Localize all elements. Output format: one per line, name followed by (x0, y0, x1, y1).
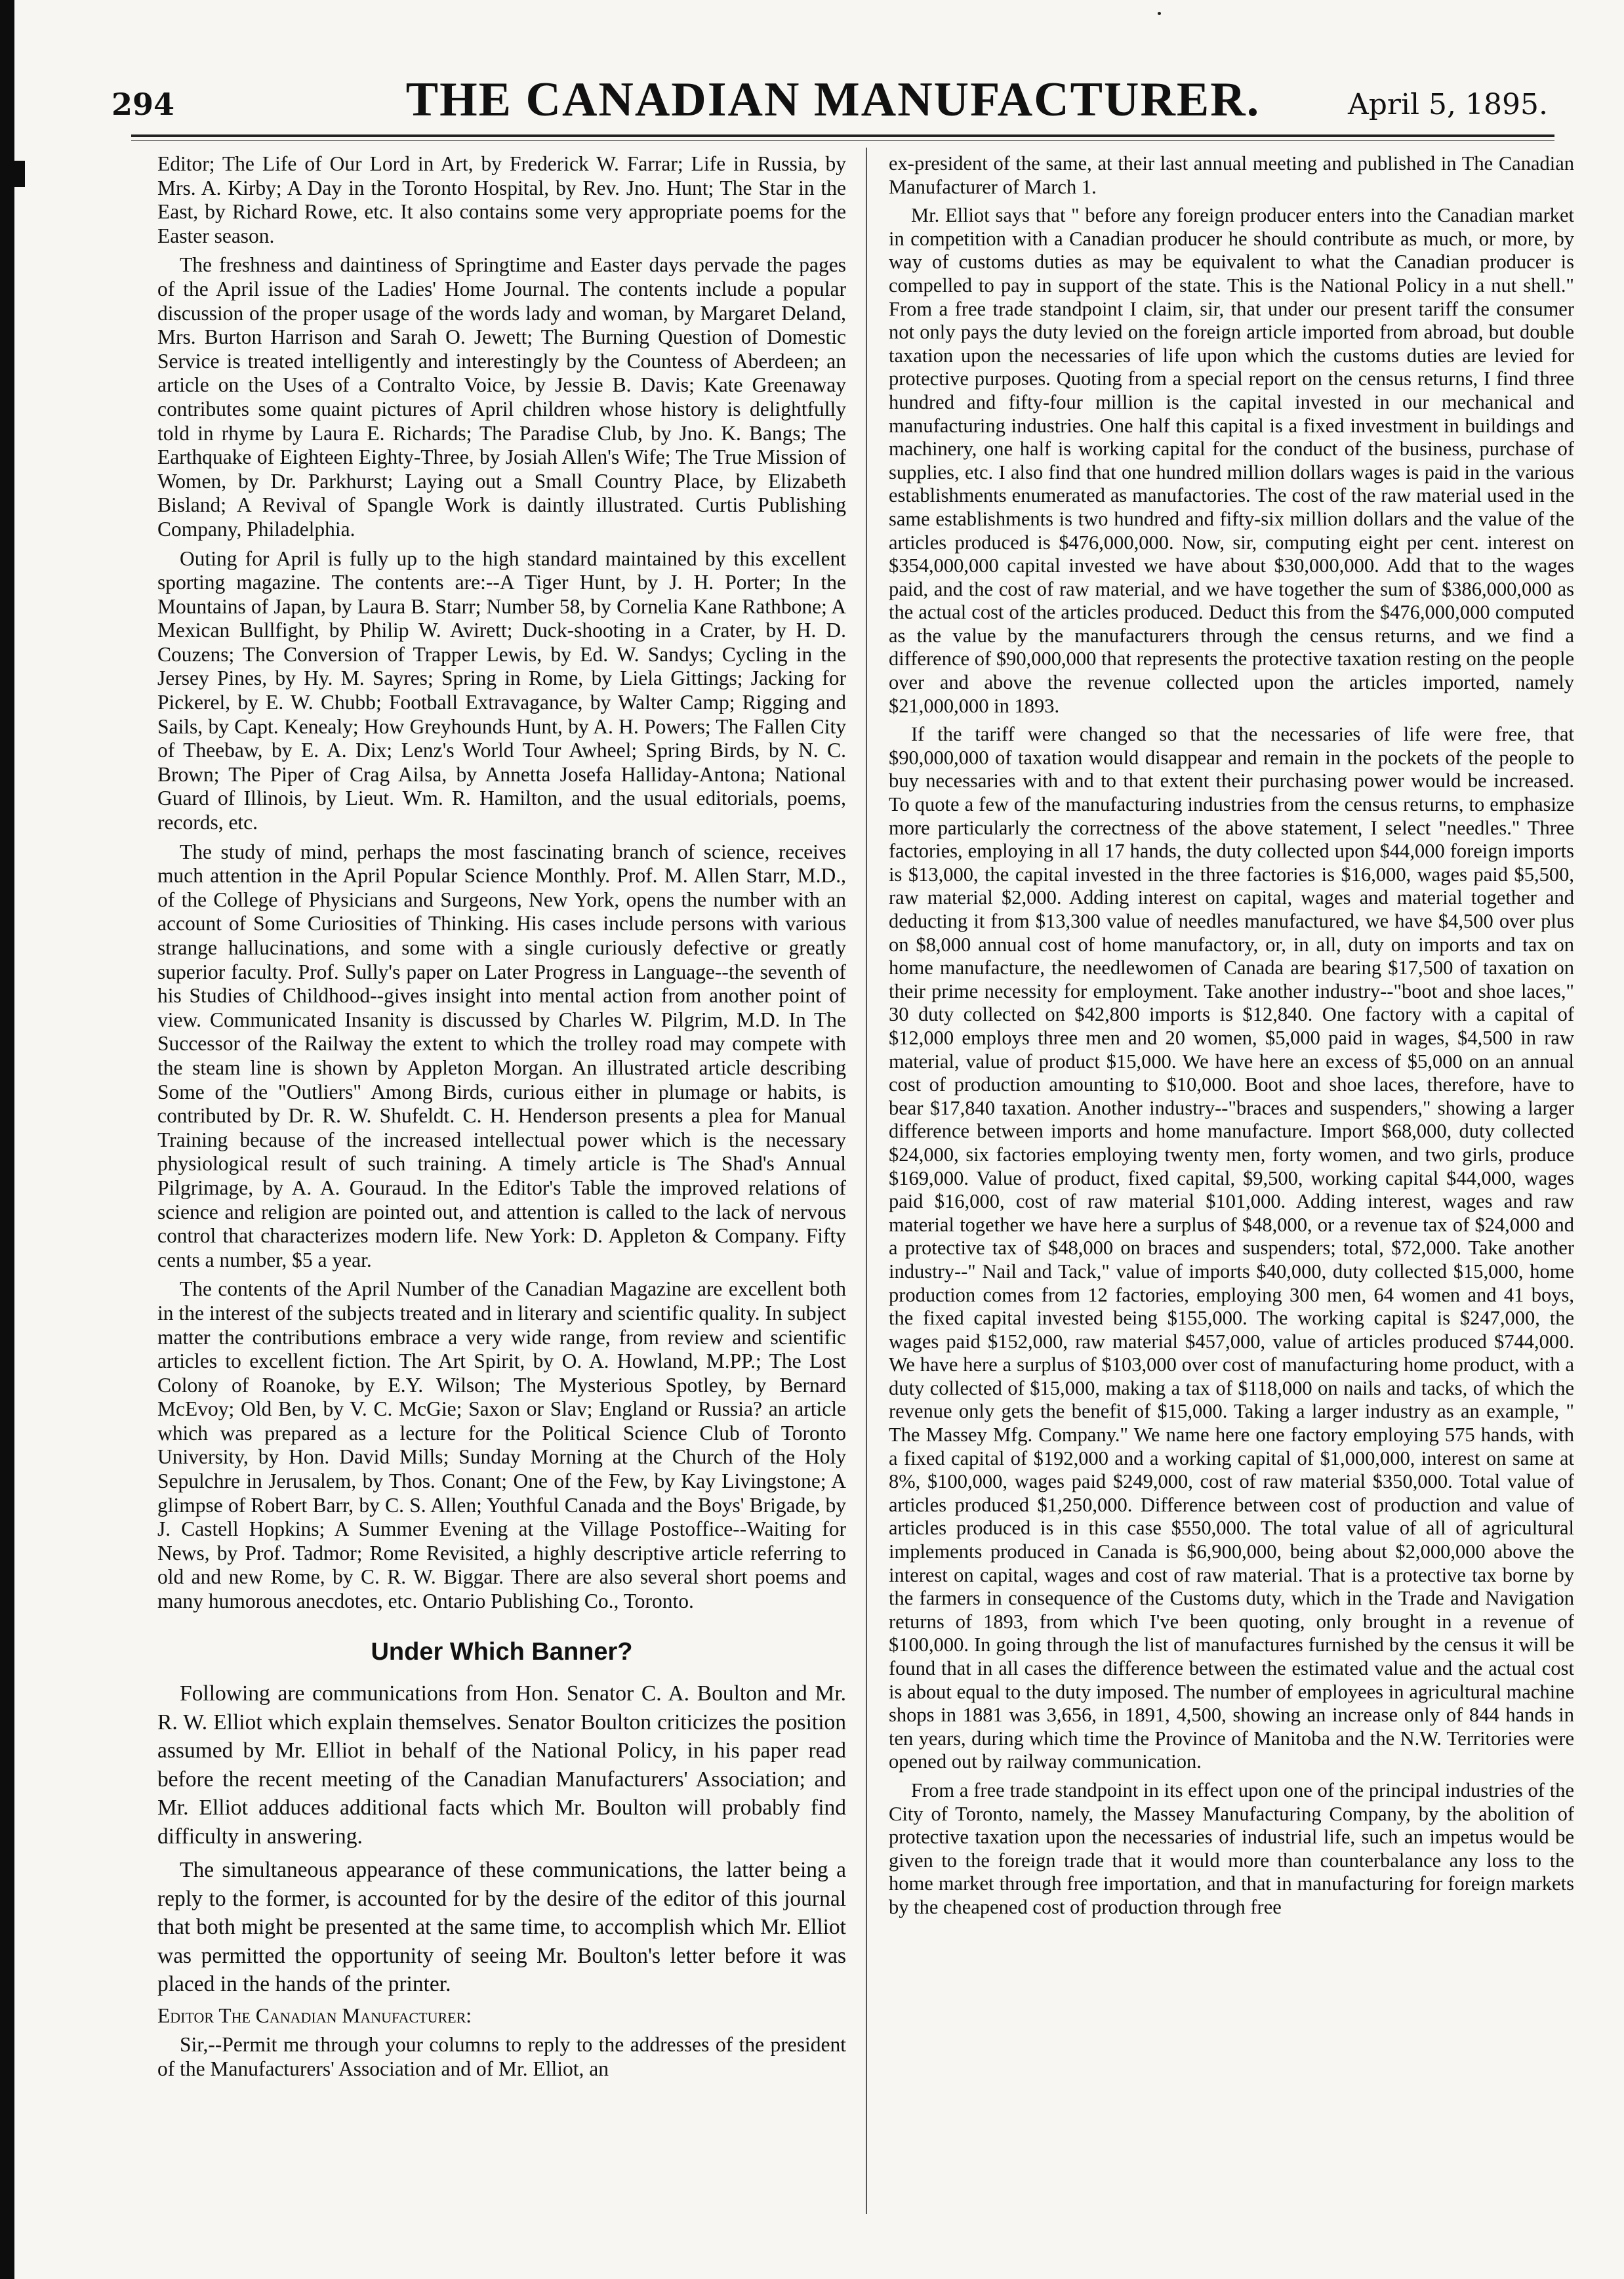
paragraph: The simultaneous appearance of these communications, the latter being a reply to the former, is accounted for by the desire of the editor of this journal that both might be presented at the same time, to accomplish which Mr. Elliot was permitted the opportunity of seeing Mr. Boulton's letter before it was placed in the hands of the printer. (157, 1858, 846, 1997)
page-header (112, 72, 1554, 144)
paragraph: Following are communications from Hon. Senator C. A. Boulton and Mr. R. W. Elliot which explain themselves. Senator Boulton criticizes the position assumed by Mr. Elliot in behalf of the National Policy, in his paper read before the recent meeting of the Canadian Manufacturers' Association; and Mr. Elliot adduces additional facts which Mr. Boulton will probably find difficulty in answering. (157, 1681, 846, 1849)
print-speck (1158, 12, 1161, 15)
paragraph: Outing for April is fully up to the high standard maintained by this excellent sporting magazine. The contents are:--A Tiger Hunt, by J. H. Porter; In the Mountains of Japan, by Laura B. Starr; Number 58, by Cornelia Kane Rathbone; A Mexican Bullfight, by Philip W. Avirett; Duck-shooting in a Crater, by H. D. Couzens; The Conversion of Trapper Lewis, by Ed. W. Sandys; Cycling in the Jersey Pines, by Hy. M. Sayres; Spring in Rome, by Liela Gittings; Jacking for Pickerel, by E. W. Chubb; Football Extravagance, by Walter Camp; Rigging and Sails, by Capt. Kenealy; How Greyhounds Hunt, by A. H. Powers; The Fallen City of Theebaw, by E. A. Dix; Lenz's World Tour Awheel; Spring Birds, by N. C. Brown; The Piper of Crag Ailsa, by Annetta Josefa Halliday-Antona; National Guard of Illinois, by Lieut. Wm. R. Hamilton, and the usual editorials, poems, records, etc. (157, 546, 846, 834)
paragraph: The freshness and daintiness of Springtime and Easter days pervade the pages of the April issue of the Ladies' Home Journal. The contents include a popular discussion of the proper usage of the words lady and woman, by Margaret Deland, Mrs. Burton Harrison and Sarah O. Jewett; The Burning Question of Domestic Service is treated intelligently and interestingly by the Countess of Aberdeen; an article on the Uses of a Contralto Voice, by Jessie B. Davis; Kate Greenaway contributes some quaint pictures of April children whose history is delightfully told in rhyme by Laura E. Richards; The Paradise Club, by Jno. K. Bangs; The Earthquake of Eighteen Eighty-Three, by Josiah Allen's Wife; The True Mission of Women, by Dr. Parkhurst; Laying out a Small Country Place, by Elizabeth Bisland; A Revival of Spangle Work is daintly illustrated. Curtis Publishing Company, Philadelphia. (157, 253, 846, 541)
paragraph: The study of mind, perhaps the most fascinating branch of science, receives much attention in the April Popular Science Monthly. Prof. M. Allen Starr, M.D., of the College of Physicians and Surgeons, New York, opens the number with an account of Some Curiosities of Thinking. His cases include persons with various strange hallucinations, and some with a single curiously defective or greatly superior faculty. Prof. Sully's paper on Later Progress in Language--the seventh of his Studies of Childhood--gives insight into mental action from another point of view. Communicated Insanity is discussed by Charles W. Pilgrim, M.D. In The Successor of the Railway the extent to which the trolley road may compete with the steam line is shown by Appleton Morgan. An illustrated article describing Some of the "Outliers" Among Birds, curious either in plumage or habits, is contributed by Dr. R. W. Shufeldt. C. H. Henderson presents a plea for Manual Training because of the increased intellectual power which is the necessary physiological result of such training. A timely article is The Shad's Annual Pilgrimage, by A. A. Gouraud. In the Editor's Table the improved relations of science and religion are pointed out, and attention is called to the lack of nervous control that characterizes modern life. New York: D. Appleton & Company. Fifty cents a number, $5 a year. (157, 840, 846, 1271)
binding-notch (14, 161, 25, 187)
editor-salutation-text: Editor The Canadian Manufacturer: (157, 2003, 472, 2027)
editor-salutation (157, 2004, 846, 2028)
paragraph: ex-president of the same, at their last annual meeting and published in The Canadian Manufacturer of March 1. (889, 152, 1574, 198)
paragraph: From a free trade standpoint in its effect upon one of the principal industries of the City of Toronto, namely, the Massey Manufacturing Company, by the abolition of protective taxation upon the necessaries of industrial life, such an impetus would be given to the foreign trade that it would more than counterbalance any loss to the home market through free importation, and that in manufacturing for foreign markets by the cheapened cost of production through free (889, 1778, 1574, 1918)
column-divider (866, 148, 867, 2214)
right-column (889, 152, 1574, 2232)
paragraph: Editor; The Life of Our Lord in Art, by Frederick W. Farrar; Life in Russia, by Mrs. A. Kirby; A Day in the Toronto Hospital, by Rev. Jno. Hunt; The Star in the East, by Richard Rowe, etc. It also contains some very appropriate poems for the Easter season. (157, 152, 846, 247)
page-number: 294 (112, 87, 175, 122)
paragraph: Sir,--Permit me through your columns to reply to the addresses of the president of the Manufacturers' Association and of Mr. Elliot, an (157, 2033, 846, 2080)
header-rule-thin (131, 140, 1554, 141)
left-column (157, 152, 846, 2232)
section-heading: Under Which Banner? (371, 1637, 633, 1666)
paragraph: If the tariff were changed so that the necessaries of life were free, that $90,000,000 of taxation would disappear and remain in the pockets of the people to buy necessaries with and to that extent their purchasing power would be increased. To quote a few of the manufacturing industries from the census returns, to emphasize more particularly the correctness of the above statement, I select "needles." Three factories, employing in all 17 hands, the duty collected upon $44,000 foreign imports is $13,000, the capital invested in the three factories is $16,000, wages paid $5,500, raw material $2,000. Adding interest on capital, wages and material together and deducting it from $13,300 value of needles manufactured, we have $4,500 over plus on $8,000 annual cost of home manufactory, or, in all, duty on imports and tax on home manufacture, the needlewomen of Canada are bearing $17,500 of taxation on their prime necessity for employment. Take another industry--"boot and shoe laces," 30 duty collected on $42,800 imports is $12,840. One factory with a capital of $12,000 employs three men and 20 women, $5,000 paid in wages, $4,500 in raw material, value of product $15,000. We have here an excess of $5,000 on an annual cost of production amounting to $10,000. Boot and shoe laces, therefore, have to bear $17,840 taxation. Another industry--"braces and suspenders," showing a larger difference between imports and home manufacture. Import $68,000, duty collected $24,000, six factories employing twenty men, forty women, and two girls, produce $169,000. Value of product, fixed capital, $9,500, working capital $44,000, wages paid $16,000, cost of raw material $101,000. Adding interest, wages and raw material together we have here a surplus of $48,000, or a revenue tax of $24,000 and a protective tax of $48,000 on braces and suspenders; total, $72,000. Take another industry--" Nail and Tack," value of imports $40,000, duty collected $15,000, home production comes from 12 factories, employing 300 men, 64 women and 41 boys, the fixed capital invested being $155,000. The working capital is $247,000, the wages paid $152,000, raw material $457,000, value of articles produced $744,000. We have here a surplus of $103,000 over cost of manufacturing home product, with a duty collected of $15,000, making a tax of $118,000 on nails and tacks, of which the revenue only gets the benefit of $15,000. Taking a larger industry as an example, " The Massey Mfg. Company." We name here one factory employing 575 hands, with a fixed capital of $192,000 and a working capital of $1,000,000, interest on same at 8%, $100,000, wages paid $249,000, cost of raw material $350,000. Total value of articles produced $1,250,000. Difference between cost of production and value of articles produced is in this case $550,000. The total value of all of agricultural implements produced in Canada is $6,900,000, being about $2,000,000 above the interest on capital, wages and cost of raw material. That is a protective tax borne by the farmers in consequence of the Customs duty, which in the Trade and Navigation returns of 1893, from which I've been quoting, only brought in a revenue of $100,000. In going through the list of manufactures furnished by the census it will be found that in all cases the difference between the estimated value and the actual cost is about equal to the duty imposed. The number of employees in agricultural machine shops in 1881 was 3,656, in 1891, 4,500, showing an increase only of 844 hands in ten years, during which time the Province of Manitoba and the N.W. Territories were opened out by railway communication. (889, 723, 1574, 1773)
paragraph: The contents of the April Number of the Canadian Magazine are excellent both in the interest of the subjects treated and in literary and scientific quality. In subject matter the contributions embrace a very wide range, from review and scientific articles to excellent fiction. The Art Spirit, by O. A. Howland, M.PP.; The Lost Colony of Roanoke, by E.Y. Wilson; The Mysterious Spotley, by Bernard McEvoy; Old Ben, by V. C. McGie; Saxon or Slav; England or Russia? an article which was prepared as a lecture for the Political Science Club of Toronto University, by Hon. David Mills; Sunday Morning at the Church of the Holy Sepulchre in Jerusalem, by Thos. Conant; One of the Few, by Kay Livingstone; A glimpse of Robert Barr, by C. S. Allen; Youthful Canada and the Boys' Brigade, by J. Castell Hopkins; A Summer Evening at the Village Postoffice--Waiting for News, by Prof. Tadmor; Rome Revisited, a highly descriptive article referring to old and new Rome, by C. R. W. Biggar. There are also several short poems and many humorous anecdotes, etc. Ontario Publishing Co., Toronto. (157, 1277, 846, 1613)
masthead-title: THE CANADIAN MANUFACTURER. (405, 73, 1261, 127)
header-rule (131, 134, 1554, 137)
page-binding-edge (0, 0, 14, 2279)
issue-date: April 5, 1895. (1347, 88, 1548, 121)
paragraph: Mr. Elliot says that " before any foreign producer enters into the Canadian market in competition with a Canadian producer he should contribute as much, or more, by way of customs duties as may be equivalent to what the Canadian producer is compelled to pay in support of the state. This is the National Policy in a nut shell." From a free trade standpoint I claim, sir, that under our present tariff the consumer not only pays the duty levied on the foreign article imported from abroad, but double taxation upon the necessaries of life upon which the customs duties are levied for protective purposes. Quoting from a special report on the census returns, I find three hundred and fifty-four million is the capital invested in our mechanical and manufacturing industries. One half this capital is a fixed investment in buildings and machinery, one half is working capital for the conduct of the business, purchase of supplies, etc. I also find that one hundred million dollars wages is paid in the various establishments enumerated as manufactories. The cost of the raw material used in the same establishments is two hundred and fifty-six million dollars and the value of the articles produced is $476,000,000. Now, sir, computing eight per cent. interest on $354,000,000 capital invested we have about $30,000,000. Add that to the wages paid, and the cost of raw material, and we have together the sum of $386,000,000 as the actual cost of the articles produced. Deduct this from the $476,000,000 computed as the value by the manufacturers through the census returns, and we find a difference of $90,000,000 that represents the protective taxation resting on the people over and above the revenue collected upon the articles imported, namely $21,000,000 in 1893. (889, 204, 1574, 717)
